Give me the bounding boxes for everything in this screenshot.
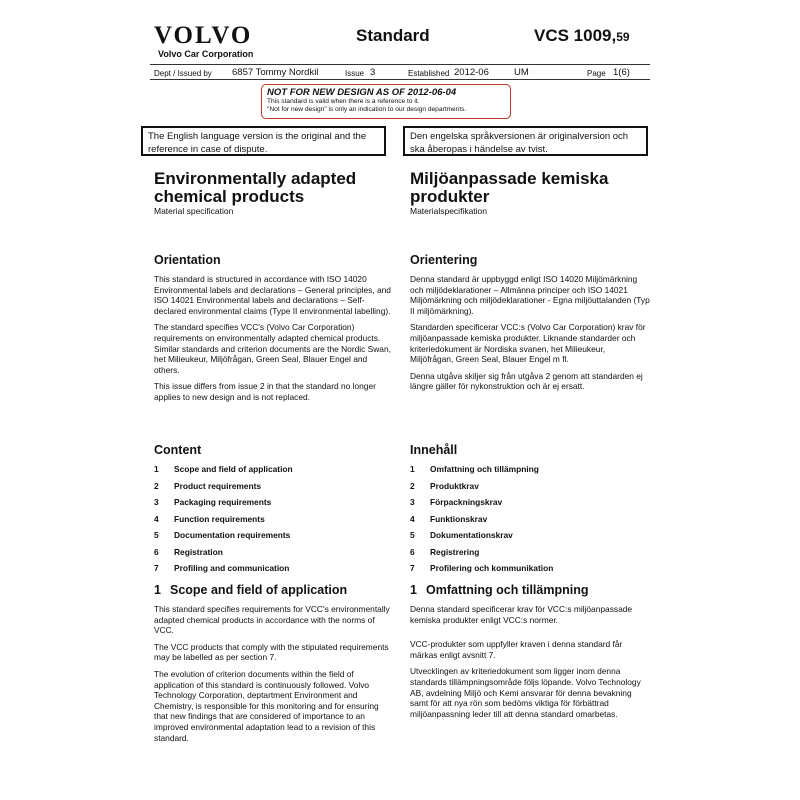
notice-line-1: This standard is valid when there is a reference to it.	[267, 98, 420, 105]
toc-item: 3 Packaging requirements	[154, 497, 272, 507]
dept-value: 6857 Tommy Nordkil	[232, 67, 319, 78]
english-toc	[154, 464, 394, 580]
swedish-column	[410, 169, 650, 719]
english-scope-p1: This standard specifies requirements for VCC's environmentally adapted chemical products in accordance with the norms of VCC.	[154, 604, 390, 636]
um-label: UM	[514, 67, 529, 78]
toc-item: 2 Produktkrav	[410, 480, 479, 491]
english-orientation-heading: Orientation	[154, 253, 221, 267]
toc-item: 7 Profilering och kommunikation	[410, 563, 554, 573]
english-column	[154, 169, 394, 743]
swedish-toc	[410, 464, 650, 580]
english-orientation-p1: This standard is structured in accordance with ISO 14020 Environmental labels and declarations – General principles, and ISO 14021 Environmental labels and declarations – Self-declared environmental claims (Type II environmental labelling).	[154, 274, 391, 316]
swedish-scope-section	[410, 582, 650, 725]
english-scope-section	[154, 582, 394, 749]
english-orientation-p2: The standard specifies VCC's (Volvo Car Corporation) requirements on environmentally adapted chemical products. Similar standards and criterion documents are the Nordic Swan, het Milieukeur, Miljöfrågan, Green Seal, Blauer Engel and others.	[154, 322, 391, 375]
volvo-logo: VOLVO	[154, 22, 253, 49]
notice-title: NOT FOR NEW DESIGN AS OF 2012-06-04	[267, 87, 457, 98]
swedish-scope-p1: Denna standard specificerar krav för VCC:s miljöanpassade kemiska produkter enligt VCC:s normer.	[410, 604, 633, 625]
swedish-subtitle: Materialspecifikation	[410, 206, 488, 216]
english-content-heading: Content	[154, 443, 202, 457]
english-scope-p2: The VCC products that comply with the stipulated requirements may be labelled as per section 7.	[154, 641, 389, 663]
swedish-content-section	[410, 442, 650, 580]
page-value: 1(6)	[613, 67, 630, 78]
established-label: Established	[408, 69, 450, 78]
not-for-new-design-notice	[261, 84, 511, 119]
document-type: Standard	[356, 26, 430, 45]
toc-item: 1 Scope and field of application	[154, 464, 293, 474]
english-scope-heading: 1 Scope and field of application	[154, 583, 348, 597]
toc-item: 3 Förpackningskrav	[410, 497, 503, 507]
toc-item: 5 Dokumentationskrav	[410, 530, 513, 540]
swedish-orientation-heading: Orientering	[410, 253, 478, 267]
toc-item: 7 Profiling and communication	[154, 563, 290, 573]
toc-item: 6 Registrering	[410, 546, 480, 557]
english-orientation-p3: This issue differs from issue 2 in that the standard no longer applies to new design and is not replaced.	[154, 381, 376, 402]
document-number-main: VCS 1009,	[534, 26, 617, 45]
language-note-swedish: Den engelska språkversionen är originalversion och ska åberopas i händelse av tvist.	[403, 126, 648, 156]
swedish-orientation-p1: Denna standard är uppbyggd enligt ISO 14020 Miljömärkning och miljödeklarationer – Allmänna principer och ISO 14021 Miljömärkning och miljödeklarationer - Egna miljöuttalanden (Typ II miljömärkning).	[410, 274, 650, 316]
swedish-title: Miljöanpassade kemiska produkter	[410, 169, 609, 206]
swedish-scope-p2: VCC-produkter som uppfyller kraven i denna standard får märkas enligt avsnitt 7.	[410, 639, 623, 660]
dept-label: Dept / Issued by	[154, 69, 212, 78]
page-label: Page	[587, 69, 606, 78]
english-orientation-section	[154, 252, 394, 409]
header-rule-top	[150, 64, 650, 65]
document-number-sub: 59	[616, 30, 630, 44]
toc-item: 1 Omfattning och tillämpning	[410, 464, 539, 474]
issue-label: Issue	[345, 69, 365, 78]
english-scope-p3: The evolution of criterion documents within the field of application of this standard is continuously followed. Volvo Technology Corporation, deptartment Environment and Chemistry, is responsible for this monitoring and for ensuring that new findings that are considered of importance to an improved environmental adaptation lead to a revision of this standard.	[154, 668, 379, 743]
swedish-scope-heading: 1 Omfattning och tillämpning	[410, 583, 589, 597]
toc-item: 5 Documentation requirements	[154, 530, 291, 540]
swedish-orientation-section	[410, 252, 650, 398]
established-value: 2012-06	[454, 67, 489, 78]
company-name: Volvo Car Corporation	[158, 49, 254, 59]
toc-item: 4 Funktionskrav	[410, 513, 488, 524]
toc-item: 2 Product requirements	[154, 480, 262, 491]
document-number	[534, 26, 630, 46]
swedish-scope-p3: Utvecklingen av kriteriedokument som ligger inom denna standards tillämpningsområde följs löpande. Volvo Technology AB, avdelning Miljö och Kemi ansvarar för denna bevakning samt för att nya rön som bedöms viktiga för förbättrad miljöanpassning leder till att denna standard omarbetas.	[410, 666, 641, 719]
toc-item: 4 Function requirements	[154, 513, 265, 524]
swedish-content-heading: Innehåll	[410, 443, 458, 457]
header-rule-bottom	[150, 79, 650, 80]
swedish-orientation-p2: Standarden specificerar VCC:s (Volvo Car Corporation) krav för miljöanpassade kemiska produkter. Liknande standarder och kriteriedokument är Nordiska svanen, het Milieukeur, Miljöfrågan, Green Seal, Blauer Engel m fl.	[410, 322, 646, 365]
issue-value: 3	[370, 67, 376, 78]
english-content-section	[154, 442, 394, 580]
language-note-english: The English language version is the original and the reference in case of dispute.	[141, 126, 386, 156]
english-title: Environmentally adapted chemical products	[154, 169, 357, 206]
notice-line-2: "Not for new design" is only an indication to our design departments.	[267, 106, 467, 113]
swedish-orientation-p3: Denna utgåva skiljer sig från utgåva 2 genom att standarden ej längre gäller för nykonstruktion och är ej ersatt.	[410, 370, 643, 392]
toc-item: 6 Registration	[154, 546, 223, 557]
english-subtitle: Material specification	[154, 206, 234, 216]
